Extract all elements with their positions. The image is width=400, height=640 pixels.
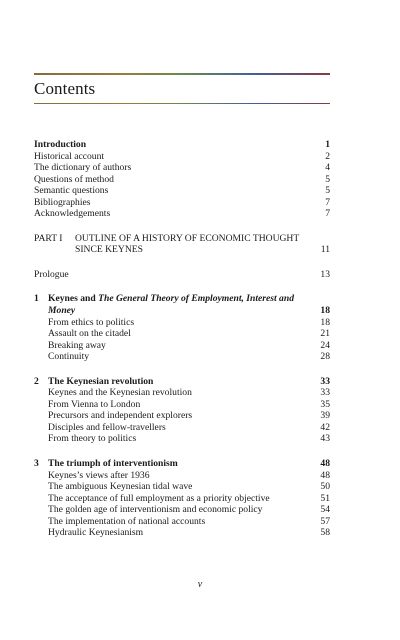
entry-page: 48 xyxy=(320,458,330,470)
entry-title: Acknowledgements xyxy=(34,208,111,220)
entry-page: 7 xyxy=(325,208,330,220)
entry-title: Historical account xyxy=(34,150,105,162)
entry-page: 33 xyxy=(320,387,330,399)
entry-title: Keynes and the Keynesian revolution xyxy=(48,387,192,399)
toc-section[interactable] xyxy=(34,433,330,445)
entry-page: 33 xyxy=(320,375,330,387)
page-folio: v xyxy=(197,579,203,590)
entry-page: 5 xyxy=(325,173,330,185)
entry-title: The implementation of national accounts xyxy=(48,515,206,527)
toc-section[interactable] xyxy=(34,516,330,528)
toc-section[interactable] xyxy=(34,410,330,422)
entry-page: 1 xyxy=(325,139,330,150)
entry-page: 5 xyxy=(325,185,330,197)
entry-page: 21 xyxy=(320,328,330,340)
toc-entry[interactable] xyxy=(34,174,330,186)
entry-title: From theory to politics xyxy=(48,433,137,445)
part-title-line-2: SINCE KEYNES xyxy=(75,244,143,256)
entry-title: Keynes’s views after 1936 xyxy=(48,469,150,481)
entry-page: 18 xyxy=(320,316,330,328)
entry-page: 42 xyxy=(320,421,330,433)
chapter-title-italic-1: The General Theory of Employment, Interest and xyxy=(98,293,294,305)
entry-page: 50 xyxy=(320,481,330,493)
entry-page: 57 xyxy=(320,515,330,527)
entry-page: 35 xyxy=(320,398,330,410)
entry-title: The ambiguous Keynesian tidal wave xyxy=(48,481,193,493)
part-label: PART I xyxy=(34,232,63,244)
chapter-title: The Keynesian revolution xyxy=(48,375,154,387)
entry-title: The golden age of interventionism and economic policy xyxy=(48,504,263,516)
entry-title: Precursors and independent explorers xyxy=(48,410,193,422)
table-of-contents xyxy=(34,139,330,539)
top-rule xyxy=(34,73,330,75)
entry-title: Hydraulic Keynesianism xyxy=(48,527,144,539)
toc-entry-introduction[interactable] xyxy=(34,139,330,151)
entry-page: 28 xyxy=(320,351,330,363)
chapter-title: The triumph of interventionism xyxy=(48,458,178,470)
toc-section[interactable] xyxy=(34,504,330,516)
toc-entry-chapter-3[interactable] xyxy=(34,458,330,470)
entry-page: 58 xyxy=(320,527,330,539)
chapter-number: 1 xyxy=(34,293,39,305)
entry-page: 4 xyxy=(325,162,330,174)
toc-section[interactable] xyxy=(34,328,330,340)
toc-section[interactable] xyxy=(34,493,330,505)
toc-section[interactable] xyxy=(34,399,330,411)
entry-title: Semantic questions xyxy=(34,185,109,197)
toc-entry[interactable] xyxy=(34,208,330,220)
toc-entry-prologue[interactable] xyxy=(34,269,330,281)
entry-title: Prologue xyxy=(34,268,69,280)
entry-page: 7 xyxy=(325,196,330,208)
entry-title: The dictionary of authors xyxy=(34,162,132,174)
toc-entry[interactable] xyxy=(34,151,330,163)
entry-title: Questions of method xyxy=(34,173,114,185)
entry-title: Introduction xyxy=(34,139,87,150)
toc-entry[interactable] xyxy=(34,185,330,197)
entry-title: From Vienna to London xyxy=(48,398,141,410)
entry-page: 24 xyxy=(320,339,330,351)
entry-page: 2 xyxy=(325,150,330,162)
toc-section[interactable] xyxy=(34,422,330,434)
entry-page: 51 xyxy=(320,492,330,504)
toc-section[interactable] xyxy=(34,481,330,493)
toc-entry[interactable] xyxy=(34,162,330,174)
part-title-line-1: OUTLINE OF A HISTORY OF ECONOMIC THOUGHT xyxy=(75,232,300,244)
entry-page: 48 xyxy=(320,469,330,481)
toc-entry-part-1[interactable] xyxy=(34,233,330,256)
entry-title: Breaking away xyxy=(48,339,106,351)
toc-section[interactable] xyxy=(34,527,330,539)
entry-title: Bibliographies xyxy=(34,196,91,208)
toc-section[interactable] xyxy=(34,340,330,352)
chapter-number: 2 xyxy=(34,375,39,387)
entry-page: 39 xyxy=(320,410,330,422)
entry-title: Assault on the citadel xyxy=(48,328,131,340)
entry-page: 11 xyxy=(320,244,330,256)
toc-section[interactable] xyxy=(34,317,330,329)
toc-entry-chapter-1[interactable] xyxy=(34,293,330,316)
heading-rule xyxy=(34,103,330,104)
entry-title: From ethics to politics xyxy=(48,316,135,328)
toc-entry[interactable] xyxy=(34,197,330,209)
toc-section[interactable] xyxy=(34,387,330,399)
entry-page: 54 xyxy=(320,504,330,516)
entry-title: Continuity xyxy=(48,351,90,363)
entry-page: 18 xyxy=(320,305,330,317)
entry-title: The acceptance of full employment as a priority objective xyxy=(48,492,270,504)
contents-heading: Contents xyxy=(34,79,96,98)
entry-page: 43 xyxy=(320,433,330,445)
toc-section[interactable] xyxy=(34,351,330,363)
entry-page: 13 xyxy=(320,268,330,280)
chapter-number: 3 xyxy=(34,458,39,470)
entry-title: Disciples and fellow-travellers xyxy=(48,421,166,433)
chapter-title-italic-2: Money xyxy=(48,305,76,317)
chapter-title-prefix: Keynes and xyxy=(48,293,99,305)
toc-section[interactable] xyxy=(34,470,330,482)
toc-entry-chapter-2[interactable] xyxy=(34,376,330,388)
